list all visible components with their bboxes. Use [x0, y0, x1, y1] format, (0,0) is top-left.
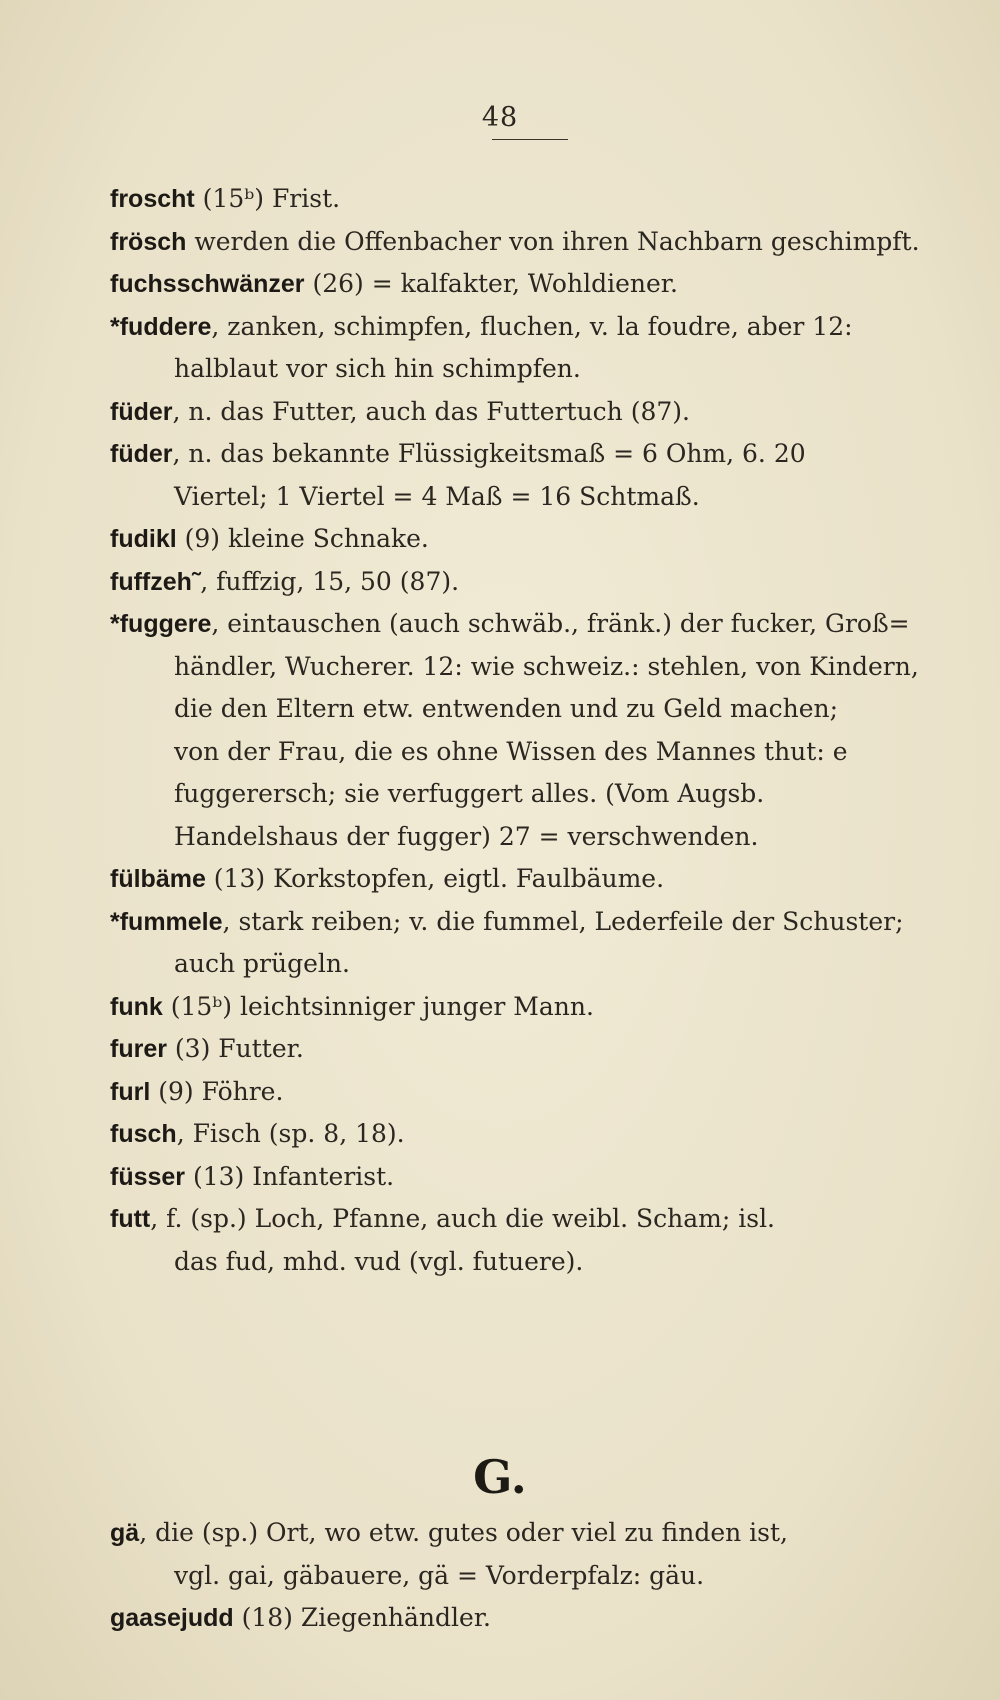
entries-list-g [110, 1512, 940, 1640]
entry-headword: füder [110, 397, 173, 426]
dictionary-entry [110, 1597, 940, 1640]
entry-definition: , eintauschen (auch schwäb., fränk.) der fucker, Groß= [211, 609, 910, 638]
entry-headword: fudikl [110, 525, 177, 553]
entry-definition: (13) Infanterist. [185, 1161, 395, 1191]
entry-definition-continuation: fuggerersch; sie verfuggert alles. (Vom Augsb. [174, 779, 765, 808]
entry-headword: *fuggere [110, 610, 212, 638]
entry-definition: , f. (sp.) Loch, Pfanne, auch die weibl. Scham; isl. [150, 1204, 776, 1233]
dictionary-entry [110, 178, 940, 221]
entry-definition: (9) kleine Schnake. [176, 524, 429, 553]
dictionary-entry [110, 433, 940, 518]
dictionary-entry [110, 263, 940, 306]
dictionary-entry [110, 901, 940, 986]
entry-headword: fuchsschwänzer [110, 270, 305, 298]
entry-headword: furl [110, 1077, 151, 1106]
dictionary-entry [110, 561, 940, 604]
entry-definition: werden die Offenbacher von ihren Nachbarn geschimpft. [186, 226, 920, 256]
entry-definition-continuation: halblaut vor sich hin schimpfen. [174, 354, 581, 383]
dictionary-entry [110, 986, 940, 1029]
entry-definition-continuation: auch prügeln. [174, 949, 350, 978]
entry-headword: füder [110, 440, 173, 468]
entry-definition-continuation: vgl. gai, gäbauere, gä = Vorderpfalz: gäu. [174, 1560, 705, 1590]
entry-definition: (26) = kalfakter, Wohldiener. [304, 269, 678, 298]
entry-headword: füsser [110, 1162, 186, 1191]
entry-headword: furer [110, 1035, 167, 1063]
entry-definition: , n. das Futter, auch das Futtertuch (87). [172, 396, 690, 426]
entry-definition: , stark reiben; v. die fummel, Lederfeile der Schuster; [222, 906, 904, 936]
entry-definition: (13) Korkstopfen, eigtl. Faulbäume. [205, 864, 665, 893]
entry-headword: futt [110, 1205, 151, 1233]
entry-definition: (3) Futter. [166, 1034, 304, 1063]
page-number: 48 [481, 102, 519, 133]
page-number-rule [492, 139, 568, 140]
entry-headword: gä [110, 1519, 140, 1547]
entry-definition-continuation: von der Frau, die es ohne Wissen des Mannes thut: e [174, 736, 848, 766]
dictionary-entry [110, 603, 940, 858]
dictionary-entry [110, 1071, 940, 1114]
dictionary-entry [110, 1512, 940, 1597]
entry-definition: (15ᵇ) Frist. [194, 184, 341, 213]
entry-definition: , die (sp.) Ort, wo etw. gutes oder viel zu finden ist, [139, 1518, 788, 1547]
entry-headword: fülbäme [110, 865, 206, 893]
entry-headword: *fuddere [110, 312, 212, 341]
entry-headword: *fummele [110, 907, 223, 936]
entry-headword: fuffzeh˜ [110, 567, 201, 596]
entry-definition: , fuffzig, 15, 50 (87). [200, 566, 460, 596]
dictionary-entry [110, 1113, 940, 1156]
section-letter-heading: G. [473, 1450, 527, 1504]
entry-definition-continuation: das fud, mhd. vud (vgl. futuere). [174, 1246, 584, 1276]
entry-definition-continuation: Viertel; 1 Viertel = 4 Maß = 16 Schtmaß. [174, 481, 700, 511]
entry-headword: frösch [110, 227, 187, 256]
entry-definition-continuation: die den Eltern etw. entwenden und zu Geld machen; [174, 694, 839, 723]
dictionary-entry [110, 1198, 940, 1283]
dictionary-entry [110, 306, 940, 391]
entry-definition-continuation: händler, Wucherer. 12: wie schweiz.: stehlen, von Kindern, [174, 651, 919, 681]
entry-headword: gaasejudd [110, 1604, 234, 1632]
dictionary-entry [110, 391, 940, 434]
dictionary-entry [110, 1028, 940, 1071]
entry-headword: fusch [110, 1120, 177, 1148]
dictionary-entry [110, 518, 940, 561]
entry-definition: (18) Ziegenhändler. [233, 1603, 491, 1632]
entry-headword: froscht [110, 185, 195, 213]
entry-definition: , n. das bekannte Flüssigkeitsmaß = 6 Ohm, 6. 20 [172, 439, 806, 468]
entry-definition-continuation: Handelshaus der fugger) 27 = verschwenden. [174, 821, 759, 851]
dictionary-entry [110, 1156, 940, 1199]
entry-headword: funk [110, 992, 163, 1021]
entry-definition: , zanken, schimpfen, fluchen, v. la foudre, aber 12: [211, 311, 853, 341]
dictionary-entry [110, 858, 940, 901]
entries-list-f [110, 178, 940, 1283]
entry-definition: , Fisch (sp. 8, 18). [176, 1119, 405, 1148]
entry-definition: (15ᵇ) leichtsinniger junger Mann. [162, 991, 594, 1021]
entry-definition: (9) Föhre. [150, 1076, 284, 1106]
dictionary-entry [110, 221, 940, 264]
